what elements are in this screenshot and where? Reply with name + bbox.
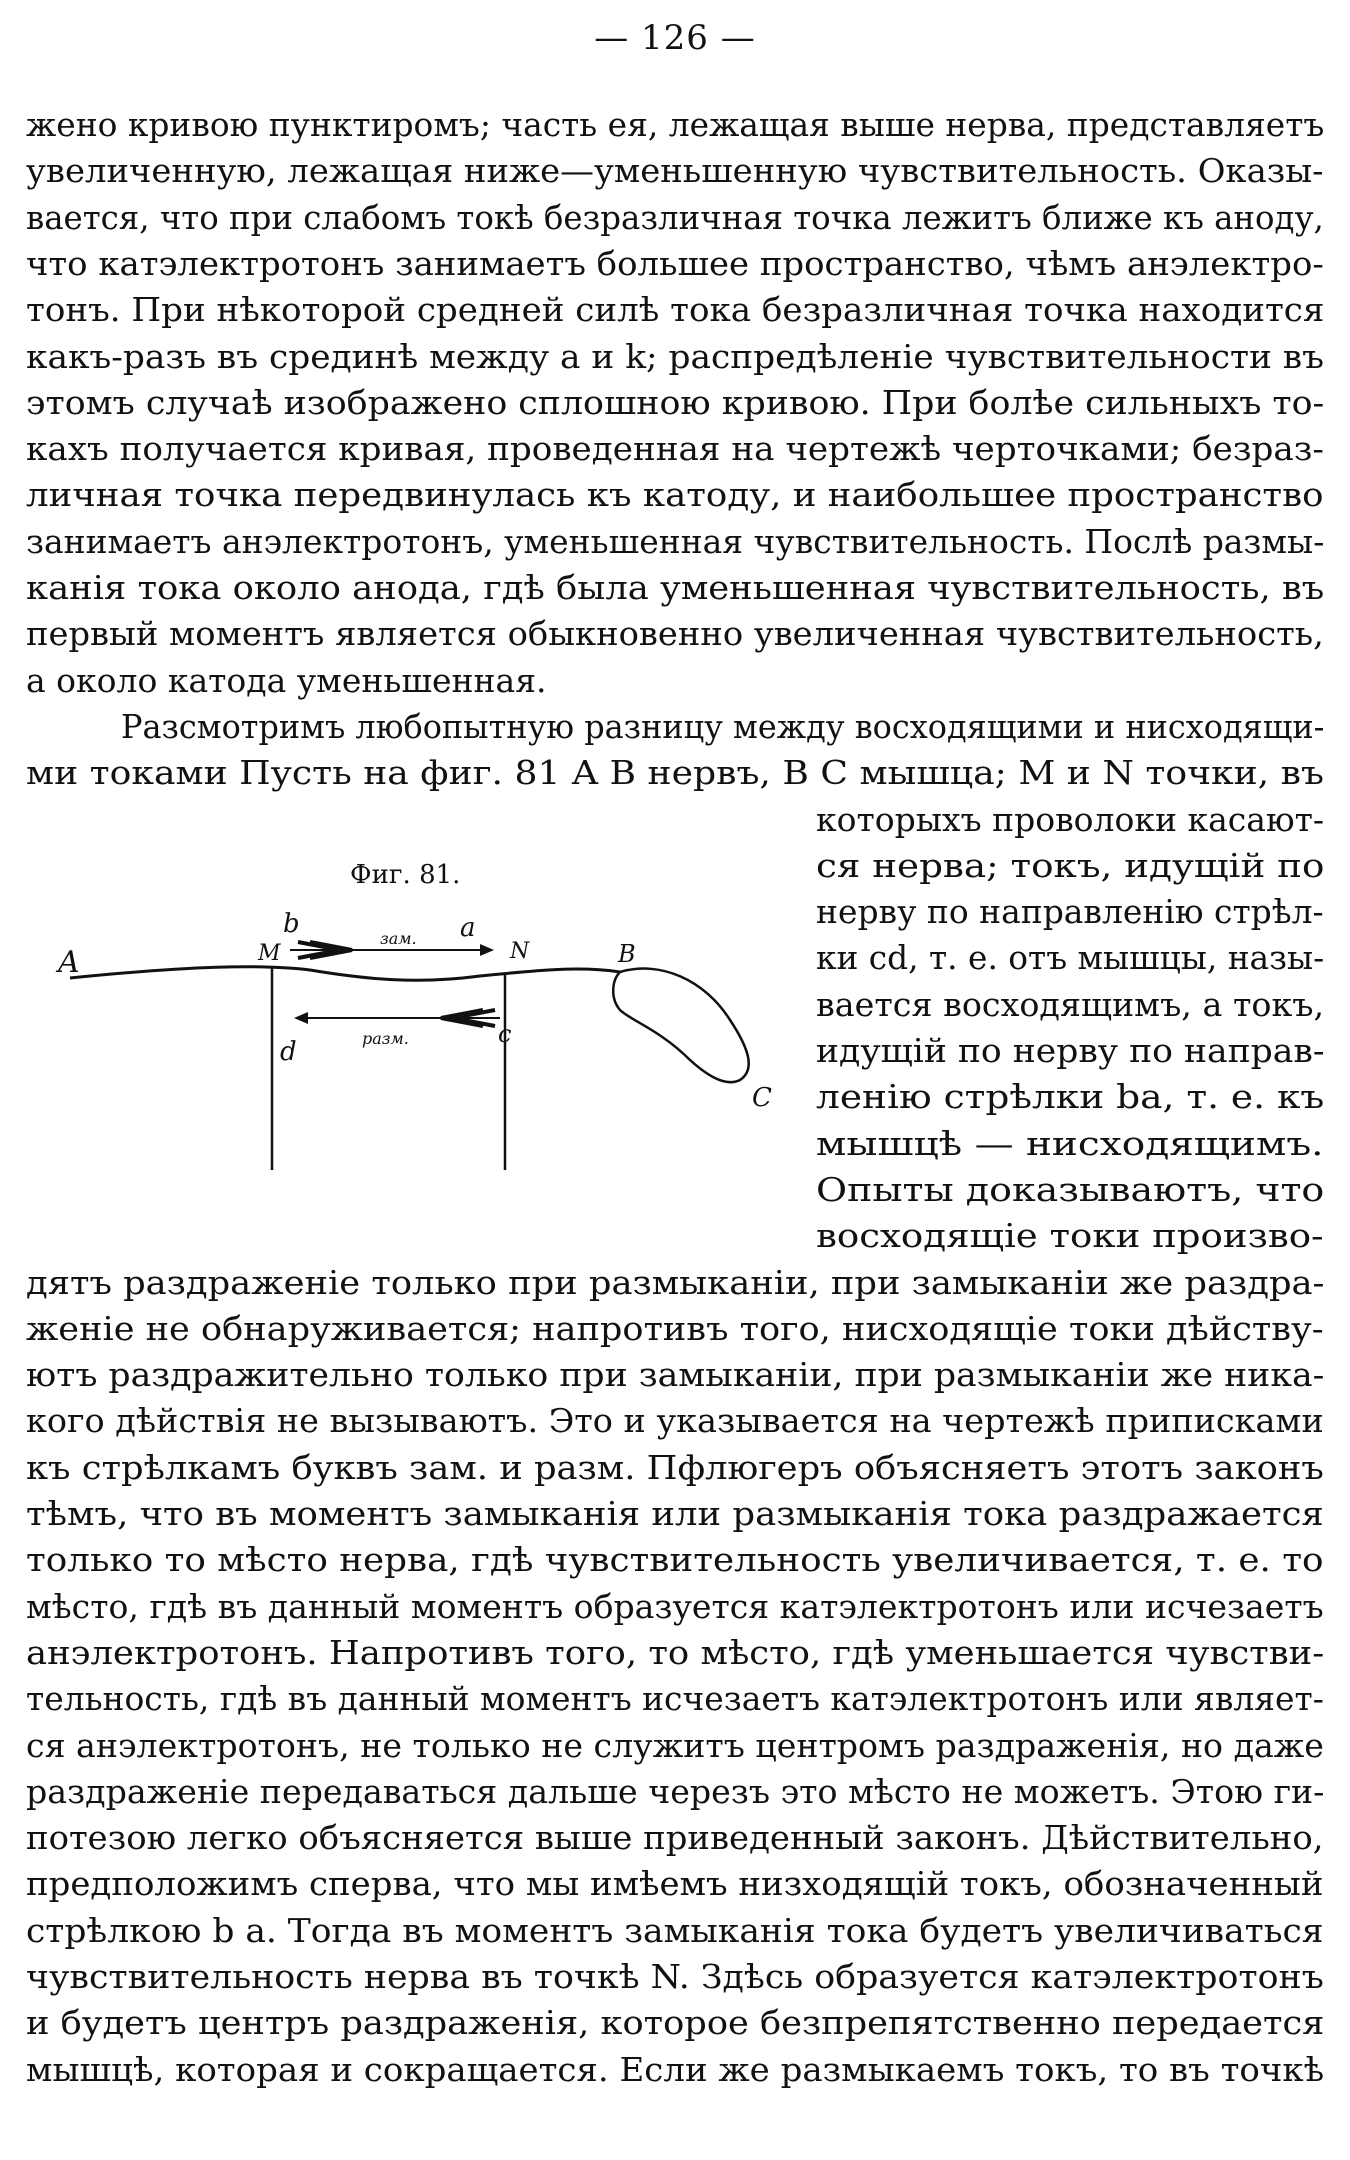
label-a: a — [460, 913, 476, 943]
text-line: ми токами Пусть на фиг. 81 A B нервъ, B C мышца; M и N точки, въ — [26, 753, 1324, 793]
text-line: восходящіе токи произво- — [816, 1216, 1324, 1256]
label-d: d — [280, 1037, 297, 1067]
text-line: ленію стрѣлки ba, т. е. къ — [816, 1077, 1325, 1117]
text-line: занимаетъ анэлектротонъ, уменьшенная чувствительность. Послѣ размы- — [26, 521, 1325, 561]
label-zam: зам. — [380, 929, 417, 948]
label-b: b — [283, 909, 300, 939]
text-line: потезою легко объясняется выше приведенный законъ. Дѣйствительно, — [26, 1818, 1324, 1858]
text-line: ютъ раздражительно только при замыканіи, при размыканіи же никa- — [26, 1355, 1325, 1395]
text-line: которыхъ проволоки касают- — [816, 799, 1325, 839]
text-line: стрѣлкою b a. Тогда въ моментъ замыканія тока будетъ увеличиваться — [26, 1910, 1324, 1950]
label-razm: разм. — [362, 1029, 409, 1048]
text-line: къ стрѣлкамъ буквъ зам. и разм. Пфлюгеръ объясняетъ этотъ законъ — [26, 1447, 1324, 1487]
text-line: тельность, гдѣ въ данный моментъ исчезаетъ катэлектротонъ или являет- — [26, 1679, 1324, 1719]
text-line: Опыты доказываютъ, что — [816, 1169, 1325, 1209]
label-M: M — [258, 941, 281, 966]
text-line: дятъ раздраженіе только при размыканіи, при замыканіи же раздра- — [26, 1262, 1325, 1302]
text-line: тѣмъ, что въ моментъ замыканія или размыканія тока раздражается — [26, 1494, 1324, 1533]
text-line: личная точка передвинулась къ катоду, и наибольшее пространство — [26, 475, 1324, 515]
label-c: c — [498, 1020, 512, 1048]
text-line: мышцѣ, которая и сокращается. Если же размыкаемъ токъ, то въ точкѣ — [26, 2049, 1325, 2089]
text-line: нерву по направленію стрѣл- — [816, 892, 1324, 932]
arrow-ba-head — [480, 944, 494, 956]
text-line: только то мѣсто нерва, гдѣ чувствительность увеличивается, т. е. то — [26, 1540, 1324, 1580]
text-line: анэлектротонъ. Напротивъ того, то мѣсто, гдѣ уменьшается чувстви- — [26, 1632, 1325, 1672]
figure-81 — [40, 860, 800, 1200]
text-line: увеличенную, лежащая ниже—уменьшенную чувствительность. Оказы- — [26, 151, 1324, 191]
text-line: предположимъ сперва, что мы имѣемъ низходящій токъ, обозначенный — [26, 1864, 1324, 1904]
text-line: вается восходящимъ, а токъ, — [816, 984, 1325, 1024]
text-line: и будетъ центръ раздраженія, которое безпрепятственно передается — [26, 2003, 1325, 2043]
text-line: раздраженіе передаваться дальше черезъ это мѣсто не можетъ. Этою ги- — [26, 1771, 1325, 1811]
label-C: C — [752, 1083, 772, 1113]
arrow-cd-head — [294, 1012, 308, 1024]
figure-diagram — [40, 900, 800, 1200]
text-line: какъ-разъ въ срединѣ между a и k; распредѣленіе чувствительности въ — [26, 336, 1324, 376]
text-line: канія тока около анода, гдѣ была уменьшенная чувствительность, въ — [26, 568, 1325, 607]
text-line: чувствительность нерва въ точкѣ N. Здѣсь образуется катэлектротонъ — [26, 1957, 1324, 1996]
text-line: этомъ случаѣ изображено сплошною кривою. При болѣе сильныхъ то- — [26, 382, 1325, 422]
text-line: что катэлектротонъ занимаетъ большее пространство, чѣмъ анэлектро- — [26, 243, 1324, 283]
text-line: ся анэлектротонъ, не только не служитъ центромъ раздраженія, но даже — [26, 1725, 1324, 1765]
text-line: женіе не обнаруживается; напротивъ того, нисходящіе токи дѣйству- — [26, 1308, 1324, 1348]
muscle-shape — [613, 969, 748, 1083]
text-line: кого дѣйствія не вызываютъ. Это и указывается на чертежѣ приписками — [26, 1401, 1324, 1441]
text-line: мѣсто, гдѣ въ данный моментъ образуется катэлектротонъ или исчезаетъ — [26, 1586, 1324, 1626]
figure-caption: Фиг. 81. — [350, 860, 461, 890]
text-line: ся нерва; токъ, идущій по — [816, 845, 1325, 885]
page-number: — 126 — — [594, 18, 756, 58]
text-line: кахъ получается кривая, проведенная на чертежѣ черточками; безраз- — [26, 429, 1324, 469]
text-line: идущій по нерву по направ- — [816, 1031, 1325, 1070]
text-line: тонъ. При нѣкоторой средней силѣ тока безразличная точка находится — [26, 290, 1325, 330]
label-N: N — [510, 939, 530, 964]
text-line: а около катода уменьшенная. — [26, 660, 547, 700]
text-line: вается, что при слабомъ токѣ безразличная точка лежитъ ближе къ аноду, — [26, 197, 1324, 237]
nerve-line — [70, 967, 620, 981]
text-line: ки cd, т. е. отъ мышцы, назы- — [816, 938, 1325, 978]
text-line: жено кривою пунктиромъ; часть ея, лежащая выше нерва, представляетъ — [26, 105, 1325, 144]
text-line: Разсмотримъ любопытную разницу между восходящими и нисходящи- — [121, 706, 1325, 746]
label-A: A — [58, 945, 80, 980]
label-B: B — [618, 940, 636, 968]
text-line: мышцѣ — нисходящимъ. — [816, 1123, 1324, 1163]
text-line: первый моментъ является обыкновенно увеличенная чувствительность, — [26, 614, 1324, 654]
